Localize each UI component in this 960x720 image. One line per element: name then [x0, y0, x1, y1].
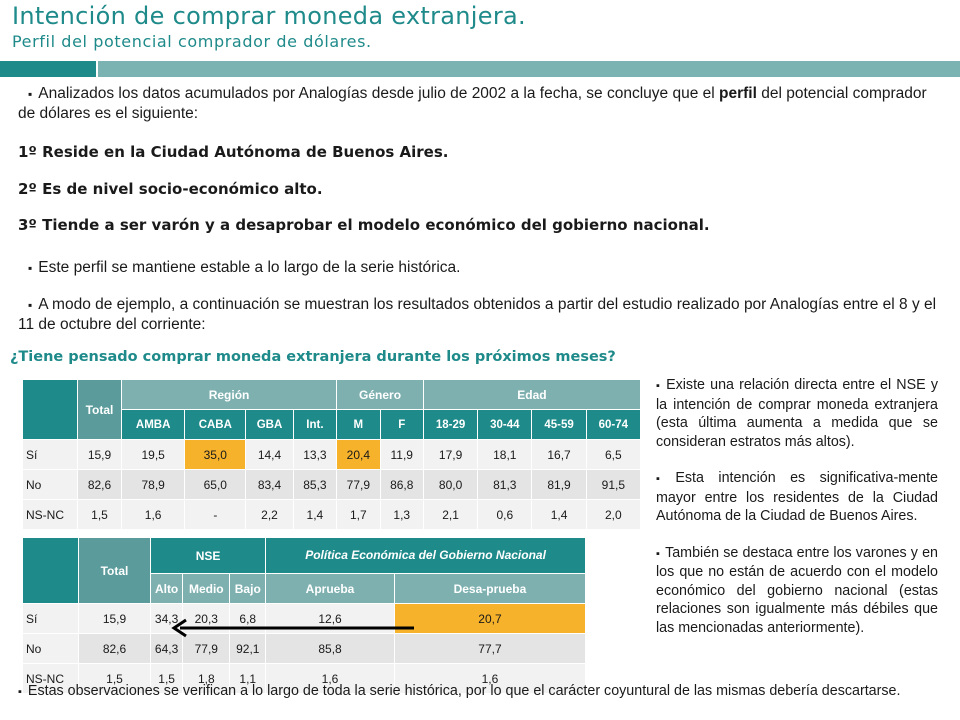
- slide-subtitle: Perfil del potencial comprador de dólares.: [12, 32, 372, 51]
- table-cell: 86,8: [380, 470, 423, 500]
- table-cell: 1,4: [532, 500, 586, 530]
- col-header: 18-29: [423, 410, 477, 440]
- table-cell: 1,3: [380, 500, 423, 530]
- table-cell: 92,1: [230, 634, 266, 664]
- row-label: Sí: [23, 440, 78, 470]
- table-cell: 12,6: [266, 604, 395, 634]
- example-note: [18, 295, 938, 335]
- table-corner: [23, 538, 79, 604]
- table-cell: 34,3: [151, 604, 183, 634]
- row-label: NS-NC: [23, 500, 78, 530]
- table-cell: 65,0: [185, 470, 246, 500]
- table-cell: 11,9: [380, 440, 423, 470]
- table-cell: 82,6: [79, 634, 151, 664]
- table-cell: 1,4: [293, 500, 336, 530]
- bullet-icon: [18, 259, 38, 276]
- table-cell: 20,3: [183, 604, 230, 634]
- header-nse: NSE: [151, 538, 266, 574]
- table-cell: 15,9: [79, 604, 151, 634]
- table-cell: 85,3: [293, 470, 336, 500]
- table-nse-politica: [22, 537, 586, 694]
- col-header: M: [337, 410, 380, 440]
- table-cell: 6,5: [586, 440, 640, 470]
- slide-title: Intención de comprar moneda extranjera.: [12, 2, 526, 30]
- table-cell: 81,3: [478, 470, 532, 500]
- table-cell: 77,9: [337, 470, 380, 500]
- stability-note: [18, 258, 938, 278]
- table-cell: 15,9: [78, 440, 122, 470]
- table-cell: 77,9: [183, 634, 230, 664]
- table-cell: 82,6: [78, 470, 122, 500]
- row-label: No: [23, 634, 79, 664]
- table-cell: 14,4: [246, 440, 293, 470]
- col-header: 45-59: [532, 410, 586, 440]
- table-cell: 17,9: [423, 440, 477, 470]
- side-note-3: ▪ También se destaca entre los varones y en los que no están de acuerdo con el modelo económico del gobierno nacional (estas relaciones son igualmente más débiles que las mencionadas anteriormente).: [656, 544, 938, 638]
- col-header: CABA: [185, 410, 246, 440]
- table-cell: 1,8: [183, 664, 230, 694]
- table-cell: 13,3: [293, 440, 336, 470]
- col-header: Bajo: [230, 574, 266, 604]
- table-cell: 18,1: [478, 440, 532, 470]
- table-cell: 77,7: [394, 634, 585, 664]
- bullet-icon: [18, 296, 38, 313]
- table-cell: 19,5: [122, 440, 185, 470]
- footer-text: Estas observaciones se verifican a lo largo de toda la serie histórica, por lo que el carácter coyuntural de las mismas debería descartarse.: [27, 683, 901, 699]
- table-cell: 78,9: [122, 470, 185, 500]
- bullet-icon: [18, 85, 38, 102]
- header-genero: Género: [337, 380, 424, 410]
- col-header: Desa-prueba: [394, 574, 585, 604]
- row-label: Sí: [23, 604, 79, 634]
- intro-text-bold: perfil: [719, 85, 757, 102]
- table-cell: 1,5: [79, 664, 151, 694]
- header-bar-dark: [0, 61, 96, 77]
- table-cell: 1,1: [230, 664, 266, 694]
- table-cell: 1,6: [266, 664, 395, 694]
- col-header: GBA: [246, 410, 293, 440]
- example-text: A modo de ejemplo, a continuación se muestran los resultados obtenidos a partir del estudio realizado por Analogías entre el 8 y el 11 de octubre del corriente:: [18, 296, 937, 333]
- intro-text-before: Analizados los datos acumulados por Analogías desde julio de 2002 a la fecha, se concluye que el: [38, 85, 720, 102]
- table-cell-highlight: 20,4: [337, 440, 380, 470]
- table-cell: 0,6: [478, 500, 532, 530]
- col-header: Alto: [151, 574, 183, 604]
- table-row: [23, 470, 641, 500]
- table-row: [23, 634, 586, 664]
- footer-note: [18, 683, 938, 701]
- table-cell: 2,2: [246, 500, 293, 530]
- profile-point-1: 1º Reside en la Ciudad Autónoma de Buenos Aires.: [18, 143, 449, 161]
- table-cell: 91,5: [586, 470, 640, 500]
- table-cell: 2,1: [423, 500, 477, 530]
- col-header: Int.: [293, 410, 336, 440]
- header-politica: Política Económica del Gobierno Nacional: [266, 538, 586, 574]
- table-row: [23, 440, 641, 470]
- table-cell: 1,5: [78, 500, 122, 530]
- col-header: F: [380, 410, 423, 440]
- table-region-genero-edad: [22, 379, 641, 530]
- header-edad: Edad: [423, 380, 640, 410]
- table-row: [23, 500, 641, 530]
- table-corner: [23, 380, 78, 440]
- intro-text-after: del potencial comprador de dólares es el siguiente:: [18, 85, 927, 122]
- side-notes: [656, 376, 938, 637]
- header-bar-light: [98, 61, 960, 77]
- header-total: Total: [78, 380, 122, 440]
- intro-paragraph: [18, 84, 938, 124]
- col-header: 60-74: [586, 410, 640, 440]
- side-note-2: ▪ Esta intención es significativa-mente mayor entre los residentes de la Ciudad Autónoma de la Ciudad de Buenos Aires.: [656, 469, 938, 526]
- left-arrow-icon: [170, 618, 416, 638]
- table-cell: -: [185, 500, 246, 530]
- header-total: Total: [79, 538, 151, 604]
- col-header: 30-44: [478, 410, 532, 440]
- col-header: Aprueba: [266, 574, 395, 604]
- row-label: NS-NC: [23, 664, 79, 694]
- row-label: No: [23, 470, 78, 500]
- col-header: Medio: [183, 574, 230, 604]
- table-cell-highlight: 20,7: [394, 604, 585, 634]
- profile-point-2: 2º Es de nivel socio-económico alto.: [18, 180, 323, 198]
- table-cell: 2,0: [586, 500, 640, 530]
- header-region: Región: [122, 380, 337, 410]
- table-cell: 85,8: [266, 634, 395, 664]
- survey-question: ¿Tiene pensado comprar moneda extranjera durante los próximos meses?: [10, 349, 616, 365]
- table-cell-highlight: 35,0: [185, 440, 246, 470]
- table-cell: 81,9: [532, 470, 586, 500]
- table-cell: 16,7: [532, 440, 586, 470]
- table-cell: 1,6: [394, 664, 585, 694]
- col-header: AMBA: [122, 410, 185, 440]
- table-cell: 6,8: [230, 604, 266, 634]
- table-cell: 1,5: [151, 664, 183, 694]
- table-cell: 83,4: [246, 470, 293, 500]
- stability-text: Este perfil se mantiene estable a lo largo de la serie histórica.: [38, 259, 461, 276]
- table-cell: 80,0: [423, 470, 477, 500]
- table-cell: 64,3: [151, 634, 183, 664]
- table-cell: 1,6: [122, 500, 185, 530]
- table-cell: 1,7: [337, 500, 380, 530]
- side-note-1: ▪ Existe una relación directa entre el NSE y la intención de comprar moneda extranjera (esta última aumenta a medida que se consideran estratos más altos).: [656, 376, 938, 451]
- profile-point-3: 3º Tiende a ser varón y a desaprobar el modelo económico del gobierno nacional.: [18, 216, 710, 234]
